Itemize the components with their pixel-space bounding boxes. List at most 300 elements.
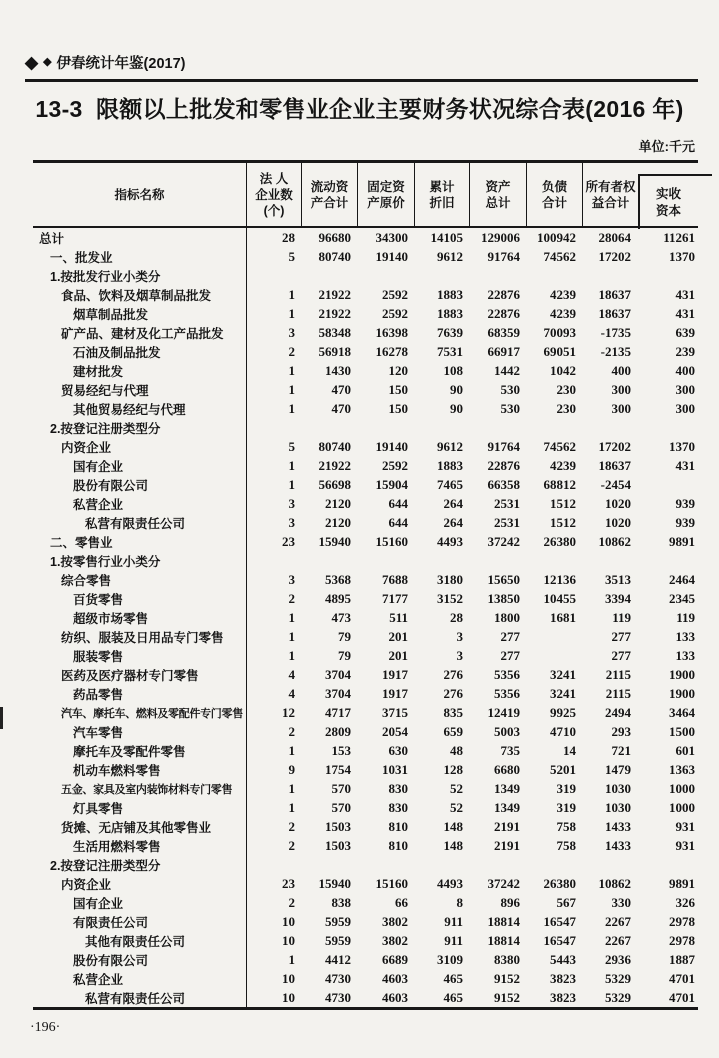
row-label: 服装零售 <box>33 646 247 665</box>
cell-value: 21922 <box>318 287 351 302</box>
cell-value: 1370 <box>669 439 695 454</box>
cell-value: 16547 <box>543 914 576 929</box>
row-label: 其他贸易经纪与代理 <box>33 399 247 418</box>
row-label: 1.按零售行业小类分 <box>33 551 247 570</box>
cell-value: 13850 <box>487 591 520 606</box>
unit-note: 单位:千元 <box>638 139 695 154</box>
cell-value <box>638 266 698 285</box>
cell-value: 96680 <box>318 230 351 245</box>
cell-value: 1370 <box>669 249 695 264</box>
cell-value: 3 <box>456 648 463 663</box>
cell-value: 1433 <box>605 819 631 834</box>
cell-value: 264 <box>443 496 463 511</box>
cell-value: 1512 <box>550 515 576 530</box>
cell-value: 201 <box>388 629 408 644</box>
cell-value: 79 <box>338 629 351 644</box>
cell-value <box>415 855 470 874</box>
cell-value: 758 <box>556 819 576 834</box>
cell-value: 319 <box>556 781 576 796</box>
cell-value: 5356 <box>494 667 520 682</box>
cell-value: 470 <box>331 382 351 397</box>
row-label: 国有企业 <box>33 456 247 475</box>
table-row <box>33 266 698 285</box>
table-row <box>33 247 698 266</box>
cell-value: 911 <box>444 933 463 948</box>
cell-value: 4730 <box>325 990 351 1005</box>
cell-value: 6680 <box>494 762 520 777</box>
cell-value: 5356 <box>494 686 520 701</box>
cell-value <box>302 551 358 570</box>
row-label: 私营有限责任公司 <box>33 513 247 532</box>
page-title: 13-3 限额以上批发和零售业企业主要财务状况综合表(2016 年) <box>35 96 684 122</box>
cell-value: 4701 <box>669 971 695 986</box>
cell-value: 2 <box>288 591 295 606</box>
cell-value: 4717 <box>325 705 351 720</box>
cell-value: 21922 <box>318 306 351 321</box>
cell-value: 18814 <box>487 933 520 948</box>
row-label: 私营有限责任公司 <box>33 988 247 1007</box>
cell-value: 1 <box>288 610 295 625</box>
cell-value <box>247 418 302 437</box>
cell-value <box>302 418 358 437</box>
table-row <box>33 304 698 323</box>
cell-value: 2 <box>288 819 295 834</box>
cell-value: 18637 <box>598 306 631 321</box>
cell-value: 2592 <box>382 458 408 473</box>
cell-value: 939 <box>675 496 695 511</box>
cell-value: 1 <box>288 781 295 796</box>
cell-value: 2345 <box>669 591 695 606</box>
cell-value: 1681 <box>550 610 576 625</box>
cell-value: 133 <box>675 629 695 644</box>
cell-value: 4 <box>288 667 295 682</box>
cell-value: 2978 <box>669 933 695 948</box>
cell-value <box>358 551 415 570</box>
cell-value: 300 <box>675 382 695 397</box>
cell-value <box>358 418 415 437</box>
cell-value: -2454 <box>600 477 631 492</box>
table-row <box>33 323 698 342</box>
cell-value: 12 <box>282 705 295 720</box>
row-label: 纺织、服装及日用品专门零售 <box>33 627 247 646</box>
cell-value: 10 <box>282 971 295 986</box>
cell-value: 330 <box>611 895 631 910</box>
cell-value: 148 <box>443 838 463 853</box>
cell-value: 896 <box>500 895 520 910</box>
cell-value: 1 <box>288 382 295 397</box>
cell-value: 2115 <box>605 667 631 682</box>
row-label: 食品、饮料及烟草制品批发 <box>33 285 247 304</box>
cell-value: 3109 <box>437 952 463 967</box>
cell-value <box>470 551 527 570</box>
cell-value: 530 <box>500 382 520 397</box>
cell-value: 1479 <box>605 762 631 777</box>
row-label: 机动车燃料零售 <box>33 760 247 779</box>
cell-value: 1917 <box>382 686 408 701</box>
column-header: 负债 合计 <box>527 163 583 226</box>
cell-value: 9152 <box>494 990 520 1005</box>
cell-value: 1 <box>288 287 295 302</box>
cell-value: 17202 <box>598 439 631 454</box>
cell-value: 18637 <box>598 458 631 473</box>
cell-value: 150 <box>388 401 408 416</box>
cell-value: 37242 <box>487 534 520 549</box>
cell-value: 2 <box>288 838 295 853</box>
cell-value <box>470 855 527 874</box>
cell-value: 630 <box>388 743 408 758</box>
cell-value: 931 <box>675 838 695 853</box>
table-row <box>33 532 698 551</box>
table-row <box>33 684 698 703</box>
cell-value: 48 <box>450 743 463 758</box>
cell-value <box>302 266 358 285</box>
cell-value: 230 <box>556 401 576 416</box>
cell-value: 567 <box>556 895 576 910</box>
row-label: 汽车、摩托车、燃料及零配件专门零售 <box>33 703 247 722</box>
column-header: 流动资 产合计 <box>302 163 358 226</box>
cell-value: 23 <box>282 534 295 549</box>
cell-value: 1020 <box>605 515 631 530</box>
cell-value: 639 <box>675 325 695 340</box>
cell-value: 3802 <box>382 914 408 929</box>
cell-value: 66358 <box>487 477 520 492</box>
cell-value: 1754 <box>325 762 351 777</box>
cell-value: 9891 <box>669 534 695 549</box>
table-row <box>33 589 698 608</box>
cell-value: 1917 <box>382 667 408 682</box>
cell-value: 2 <box>288 724 295 739</box>
cell-value: 3241 <box>550 667 576 682</box>
page-number: ·196· <box>30 1020 61 1035</box>
cell-value <box>470 266 527 285</box>
cell-value: 4701 <box>669 990 695 1005</box>
cell-value: 14 <box>563 743 576 758</box>
cell-value: 264 <box>443 515 463 530</box>
table-row <box>33 893 698 912</box>
cell-value: 66917 <box>487 344 520 359</box>
cell-value: 230 <box>556 382 576 397</box>
cell-value: 830 <box>388 800 408 815</box>
cell-value: 5443 <box>550 952 576 967</box>
cell-value: 12419 <box>487 705 520 720</box>
cell-value: 2267 <box>605 914 631 929</box>
cell-value <box>247 551 302 570</box>
cell-value: 400 <box>611 363 631 378</box>
cell-value: 810 <box>388 838 408 853</box>
cell-value: 4603 <box>382 990 408 1005</box>
cell-value <box>527 418 583 437</box>
cell-value: 1349 <box>494 800 520 815</box>
cell-value: 939 <box>675 515 695 530</box>
cell-value: 835 <box>443 705 463 720</box>
column-header: 所有者权 益合计 <box>585 179 636 210</box>
cell-value: 10 <box>282 933 295 948</box>
cell-value: 69051 <box>543 344 576 359</box>
cell-value: 1 <box>288 800 295 815</box>
cell-value: 1 <box>288 648 295 663</box>
cell-value: 300 <box>675 401 695 416</box>
cell-value: 530 <box>500 401 520 416</box>
cell-value: 34300 <box>375 230 408 245</box>
cell-value: 108 <box>443 363 463 378</box>
cell-value: 10 <box>282 914 295 929</box>
row-label: 国有企业 <box>33 893 247 912</box>
cell-value: 3 <box>288 515 295 530</box>
cell-value: 1800 <box>494 610 520 625</box>
row-label: 股份有限公司 <box>33 475 247 494</box>
cell-value: 2592 <box>382 287 408 302</box>
cell-value: 326 <box>675 895 695 910</box>
cell-value: 22876 <box>487 458 520 473</box>
row-label: 股份有限公司 <box>33 950 247 969</box>
cell-value: 2494 <box>605 705 631 720</box>
cell-value: 10862 <box>598 534 631 549</box>
cell-value: 9 <box>288 762 295 777</box>
cell-value: 70093 <box>543 325 576 340</box>
row-label: 综合零售 <box>33 570 247 589</box>
cell-value: 19140 <box>375 249 408 264</box>
cell-value: 276 <box>443 667 463 682</box>
table-row <box>33 741 698 760</box>
cell-value <box>638 418 698 437</box>
cell-value: 9925 <box>550 705 576 720</box>
cell-value <box>583 855 638 874</box>
row-label: 总计 <box>33 228 247 247</box>
row-label: 超级市场零售 <box>33 608 247 627</box>
cell-value: 9891 <box>669 876 695 891</box>
cell-value <box>583 266 638 285</box>
cell-value: 15650 <box>487 572 520 587</box>
cell-value: 2592 <box>382 306 408 321</box>
cell-value: 1 <box>288 629 295 644</box>
cell-value: 18814 <box>487 914 520 929</box>
column-header-indicator: 指标名称 <box>33 163 247 226</box>
row-label: 内资企业 <box>33 874 247 893</box>
cell-value: 2191 <box>494 819 520 834</box>
cell-value: 3180 <box>437 572 463 587</box>
cell-value: 90 <box>450 401 463 416</box>
cell-value: 91764 <box>487 249 520 264</box>
cell-value: 128 <box>443 762 463 777</box>
cell-value <box>302 855 358 874</box>
table-row <box>33 836 698 855</box>
row-label: 生活用燃料零售 <box>33 836 247 855</box>
cell-value: 400 <box>675 363 695 378</box>
cell-value: 2978 <box>669 914 695 929</box>
financial-table <box>33 160 698 1010</box>
cell-value: 2464 <box>669 572 695 587</box>
cell-value: 7639 <box>437 325 463 340</box>
cell-value: 3 <box>288 496 295 511</box>
cell-value: 1500 <box>669 724 695 739</box>
cell-value: 90 <box>450 382 463 397</box>
cell-value: 431 <box>675 306 695 321</box>
cell-value: 2054 <box>382 724 408 739</box>
table-row <box>33 703 698 722</box>
cell-value: 277 <box>611 648 631 663</box>
cell-value: 10 <box>282 990 295 1005</box>
row-label: 有限责任公司 <box>33 912 247 931</box>
cell-value: 58348 <box>318 325 351 340</box>
cell-value <box>247 266 302 285</box>
cell-value <box>527 646 583 665</box>
cell-value: 3802 <box>382 933 408 948</box>
cell-value: 3 <box>288 325 295 340</box>
cell-value: 15160 <box>375 534 408 549</box>
table-row <box>33 950 698 969</box>
cell-value: 277 <box>500 629 520 644</box>
table-row <box>33 931 698 950</box>
cell-value: 5 <box>288 249 295 264</box>
diamond-icon: ◆ <box>25 53 39 72</box>
cell-value: 15160 <box>375 876 408 891</box>
cell-value: 10862 <box>598 876 631 891</box>
cell-value <box>638 475 698 494</box>
table-row <box>33 380 698 399</box>
table-row <box>33 969 698 988</box>
cell-value: 5329 <box>605 990 631 1005</box>
scan-artifact <box>0 707 3 729</box>
cell-value: 431 <box>675 458 695 473</box>
table-row <box>33 494 698 513</box>
cell-value: 570 <box>331 781 351 796</box>
cell-value: 4239 <box>550 287 576 302</box>
column-header: 累计 折旧 <box>415 163 470 226</box>
cell-value: 838 <box>331 895 351 910</box>
cell-value: 52 <box>450 781 463 796</box>
cell-value: 1030 <box>605 800 631 815</box>
cell-value <box>358 266 415 285</box>
cell-value: 79 <box>338 648 351 663</box>
cell-value: 911 <box>444 914 463 929</box>
cell-value: 276 <box>443 686 463 701</box>
table-row <box>33 342 698 361</box>
cell-value: 2 <box>288 895 295 910</box>
table-row <box>33 228 698 247</box>
cell-value: 1883 <box>437 306 463 321</box>
table-row <box>33 722 698 741</box>
table-row <box>33 513 698 532</box>
cell-value: -1735 <box>600 325 631 340</box>
cell-value: 119 <box>676 610 695 625</box>
cell-value: 2120 <box>325 515 351 530</box>
cell-value: 18637 <box>598 287 631 302</box>
cell-value: 7465 <box>437 477 463 492</box>
cell-value: 3823 <box>550 990 576 1005</box>
cell-value: 5 <box>288 439 295 454</box>
cell-value: 2531 <box>494 515 520 530</box>
cell-value: 1 <box>288 363 295 378</box>
cell-value: 4239 <box>550 306 576 321</box>
cell-value: 431 <box>675 287 695 302</box>
cell-value <box>638 551 698 570</box>
cell-value: 465 <box>443 971 463 986</box>
table-row <box>33 570 698 589</box>
cell-value: -2135 <box>600 344 631 359</box>
cell-value: 1900 <box>669 686 695 701</box>
diamond-icon: ◆ <box>43 56 52 68</box>
cell-value: 28064 <box>598 230 631 245</box>
cell-value <box>527 266 583 285</box>
table-row <box>33 475 698 494</box>
cell-value <box>527 551 583 570</box>
cell-value: 5368 <box>325 572 351 587</box>
cell-value: 4603 <box>382 971 408 986</box>
cell-value: 74562 <box>543 439 576 454</box>
row-label: 1.按批发行业小类分 <box>33 266 247 285</box>
cell-value: 1 <box>288 401 295 416</box>
table-row <box>33 361 698 380</box>
cell-value: 2267 <box>605 933 631 948</box>
cell-value: 4412 <box>325 952 351 967</box>
table-row <box>33 646 698 665</box>
cell-value: 4730 <box>325 971 351 986</box>
cell-value <box>527 627 583 646</box>
table-row <box>33 988 698 1007</box>
cell-value: 74562 <box>543 249 576 264</box>
cell-value: 300 <box>611 382 631 397</box>
row-label: 2.按登记注册类型分 <box>33 418 247 437</box>
cell-value: 37242 <box>487 876 520 891</box>
cell-value: 1430 <box>325 363 351 378</box>
cell-value <box>415 266 470 285</box>
cell-value: 721 <box>611 743 631 758</box>
cell-value: 511 <box>389 610 408 625</box>
cell-value: 4239 <box>550 458 576 473</box>
cell-value: 26380 <box>543 876 576 891</box>
cell-value: 12136 <box>543 572 576 587</box>
table-row <box>33 437 698 456</box>
masthead-rule <box>25 79 698 82</box>
column-header: 固定资 产原价 <box>358 163 415 226</box>
cell-value: 14105 <box>430 230 463 245</box>
cell-value: 21922 <box>318 458 351 473</box>
table-row <box>33 855 698 874</box>
cell-value: 148 <box>443 819 463 834</box>
cell-value: 153 <box>331 743 351 758</box>
cell-value: 8380 <box>494 952 520 967</box>
cell-value: 15940 <box>318 876 351 891</box>
table-row <box>33 665 698 684</box>
cell-value: 3 <box>456 629 463 644</box>
cell-value: 22876 <box>487 287 520 302</box>
table-body <box>33 228 698 1010</box>
cell-value: 4 <box>288 686 295 701</box>
cell-value: 1433 <box>605 838 631 853</box>
cell-value: 1503 <box>325 819 351 834</box>
cell-value: 1000 <box>669 800 695 815</box>
cell-value: 129006 <box>481 230 520 245</box>
cell-value: 644 <box>388 515 408 530</box>
cell-value: 5959 <box>325 933 351 948</box>
table-row <box>33 798 698 817</box>
cell-value: 16547 <box>543 933 576 948</box>
cell-value: 659 <box>443 724 463 739</box>
cell-value <box>415 418 470 437</box>
cell-value: 19140 <box>375 439 408 454</box>
cell-value: 3704 <box>325 667 351 682</box>
cell-value: 3394 <box>605 591 631 606</box>
cell-value: 2120 <box>325 496 351 511</box>
cell-value: 16398 <box>375 325 408 340</box>
cell-value: 68359 <box>487 325 520 340</box>
cell-value: 80740 <box>318 249 351 264</box>
cell-value: 1020 <box>605 496 631 511</box>
table-row <box>33 608 698 627</box>
row-label: 灯具零售 <box>33 798 247 817</box>
table-row <box>33 627 698 646</box>
cell-value: 66 <box>395 895 408 910</box>
